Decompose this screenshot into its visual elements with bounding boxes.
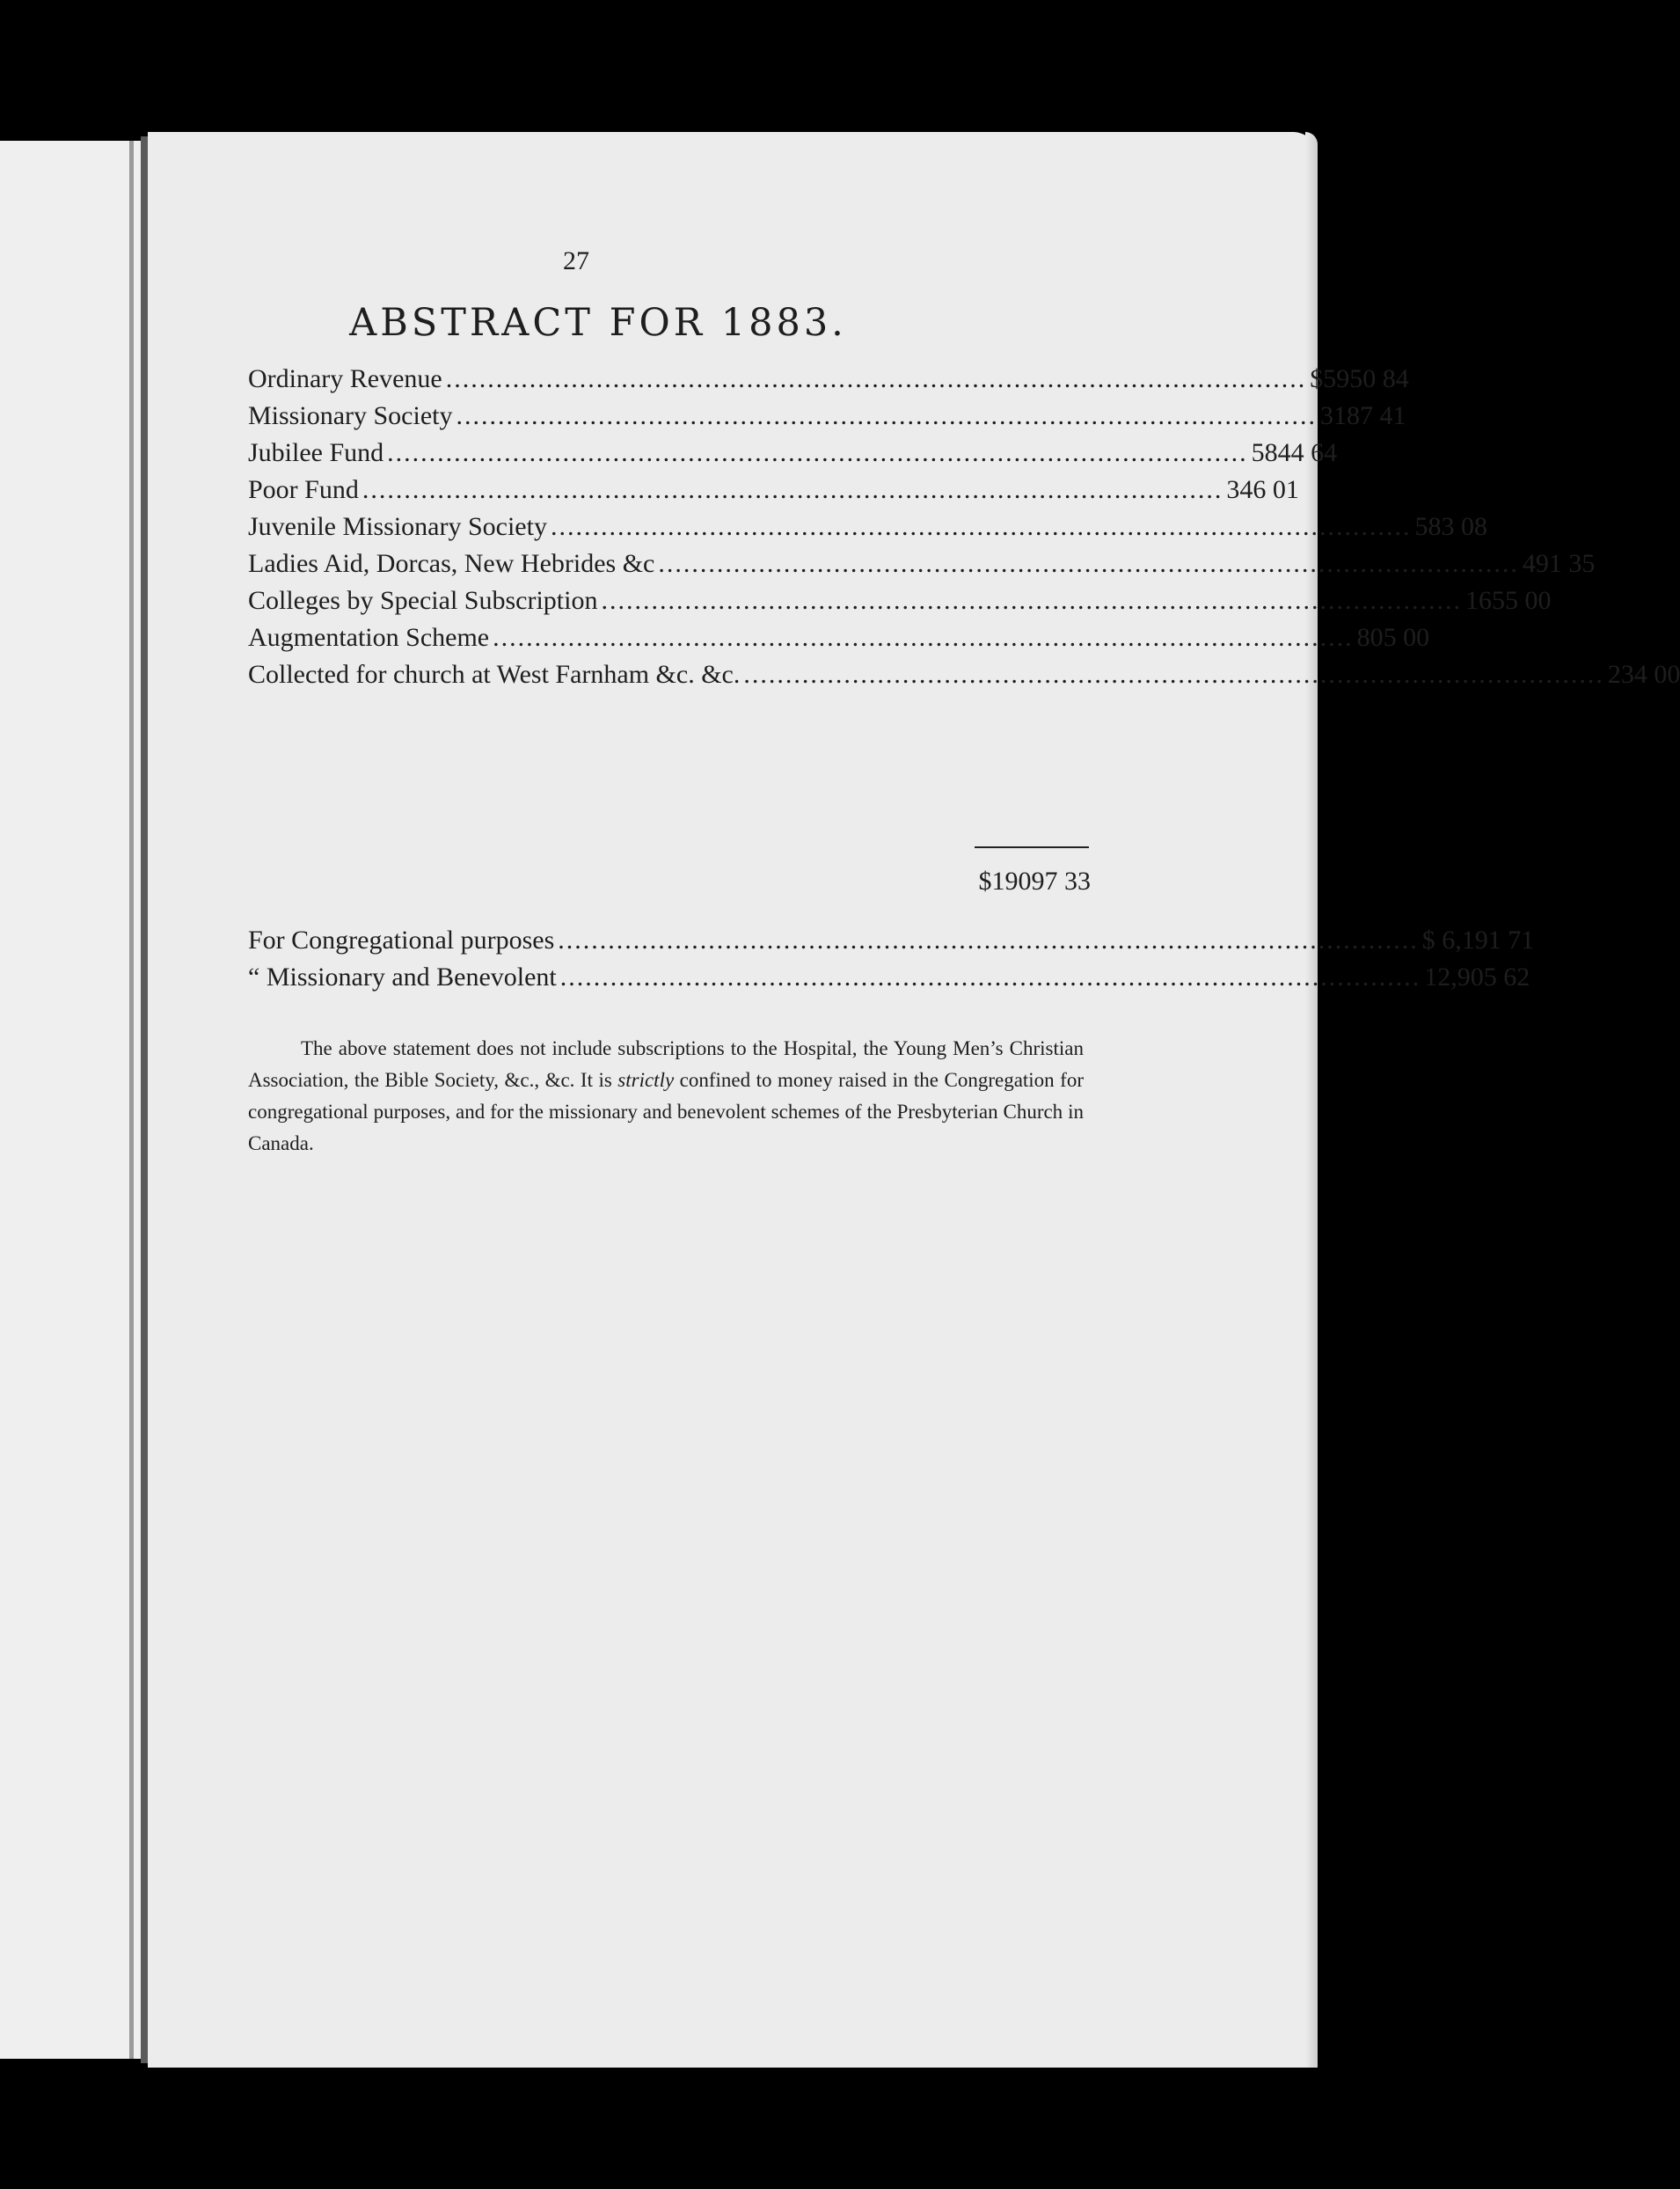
leader-dots: .......................................................................................................	[601, 586, 1462, 615]
leader-dots: .......................................................................................................	[493, 623, 1354, 652]
left-page-edge	[0, 141, 141, 2059]
abstract-title: ABSTRACT FOR 1883.	[349, 301, 847, 345]
total-rule	[975, 846, 1089, 848]
leader-dots: .......................................................................................................	[559, 963, 1421, 992]
list-item	[248, 656, 1680, 693]
list-item	[248, 959, 1530, 996]
item-amount: 1655 00	[1465, 586, 1552, 615]
grand-total: $19097 33	[978, 867, 1091, 896]
item-amount: 805 00	[1356, 623, 1430, 652]
item-amount: $5950 84	[1310, 364, 1409, 393]
item-amount: 583 08	[1414, 512, 1487, 541]
footnote-paragraph	[248, 1033, 1084, 1160]
leader-dots: .......................................................................................................	[362, 475, 1223, 504]
leader-dots: .......................................................................................................	[456, 401, 1317, 430]
note-text-end: confined to money raised in the Congregation for congregational purposes, and for the missionary and benevolent schemes of the Presbyterian Church in Canada.	[248, 1069, 1084, 1154]
left-page-rule	[129, 141, 134, 2059]
page-number: 27	[563, 246, 589, 275]
item-label: Augmentation Scheme	[248, 623, 490, 652]
item-amount: 491 35	[1522, 549, 1596, 578]
item-label: Missionary Society	[248, 401, 453, 430]
item-label: Poor Fund	[248, 475, 359, 504]
split-amount: $ 6,191 71	[1421, 926, 1535, 955]
split-amount: 12,905 62	[1424, 963, 1530, 992]
leader-dots: .......................................................................................................	[387, 438, 1248, 467]
list-item	[248, 398, 1406, 435]
list-item	[248, 472, 1299, 509]
split-label: For Congregational purposes	[248, 926, 555, 955]
list-item	[248, 582, 1552, 619]
leader-dots: .......................................................................................................	[658, 549, 1519, 578]
item-label: Juvenile Missionary Society	[248, 512, 547, 541]
list-item	[248, 435, 1338, 472]
abstract-list	[248, 361, 1680, 693]
item-label: Ordinary Revenue	[248, 364, 442, 393]
item-label: Jubilee Fund	[248, 438, 384, 467]
item-amount: 346 01	[1226, 475, 1299, 504]
purpose-split	[248, 922, 1535, 996]
item-label: Ladies Aid, Dorcas, New Hebrides &c	[248, 549, 655, 578]
list-item	[248, 922, 1535, 959]
split-label: “ Missionary and Benevolent	[248, 963, 557, 992]
leader-dots: .......................................................................................................	[558, 926, 1419, 955]
note-text-start: The above statement does not include subscriptions to the Hospital, the Young Men’s Christian Association, the Bible Society, &c., &c. It is	[248, 1037, 1084, 1091]
leader-dots: .......................................................................................................	[445, 364, 1307, 393]
list-item	[248, 509, 1487, 545]
item-amount: 3187 41	[1320, 401, 1406, 430]
footnote	[248, 1033, 1084, 1160]
leader-dots: .......................................................................................................	[550, 512, 1412, 541]
note-emphasis: strictly	[617, 1069, 675, 1091]
leader-dots: .......................................................................................................	[743, 660, 1604, 689]
item-amount: 5844 64	[1251, 438, 1338, 467]
list-item	[248, 619, 1430, 656]
item-label: Collected for church at West Farnham &c. &c.	[248, 660, 741, 689]
list-item	[248, 361, 1409, 398]
item-label: Colleges by Special Subscription	[248, 586, 598, 615]
item-amount: 234 00	[1607, 660, 1680, 689]
book-gutter	[141, 136, 148, 2063]
list-item	[248, 545, 1596, 582]
